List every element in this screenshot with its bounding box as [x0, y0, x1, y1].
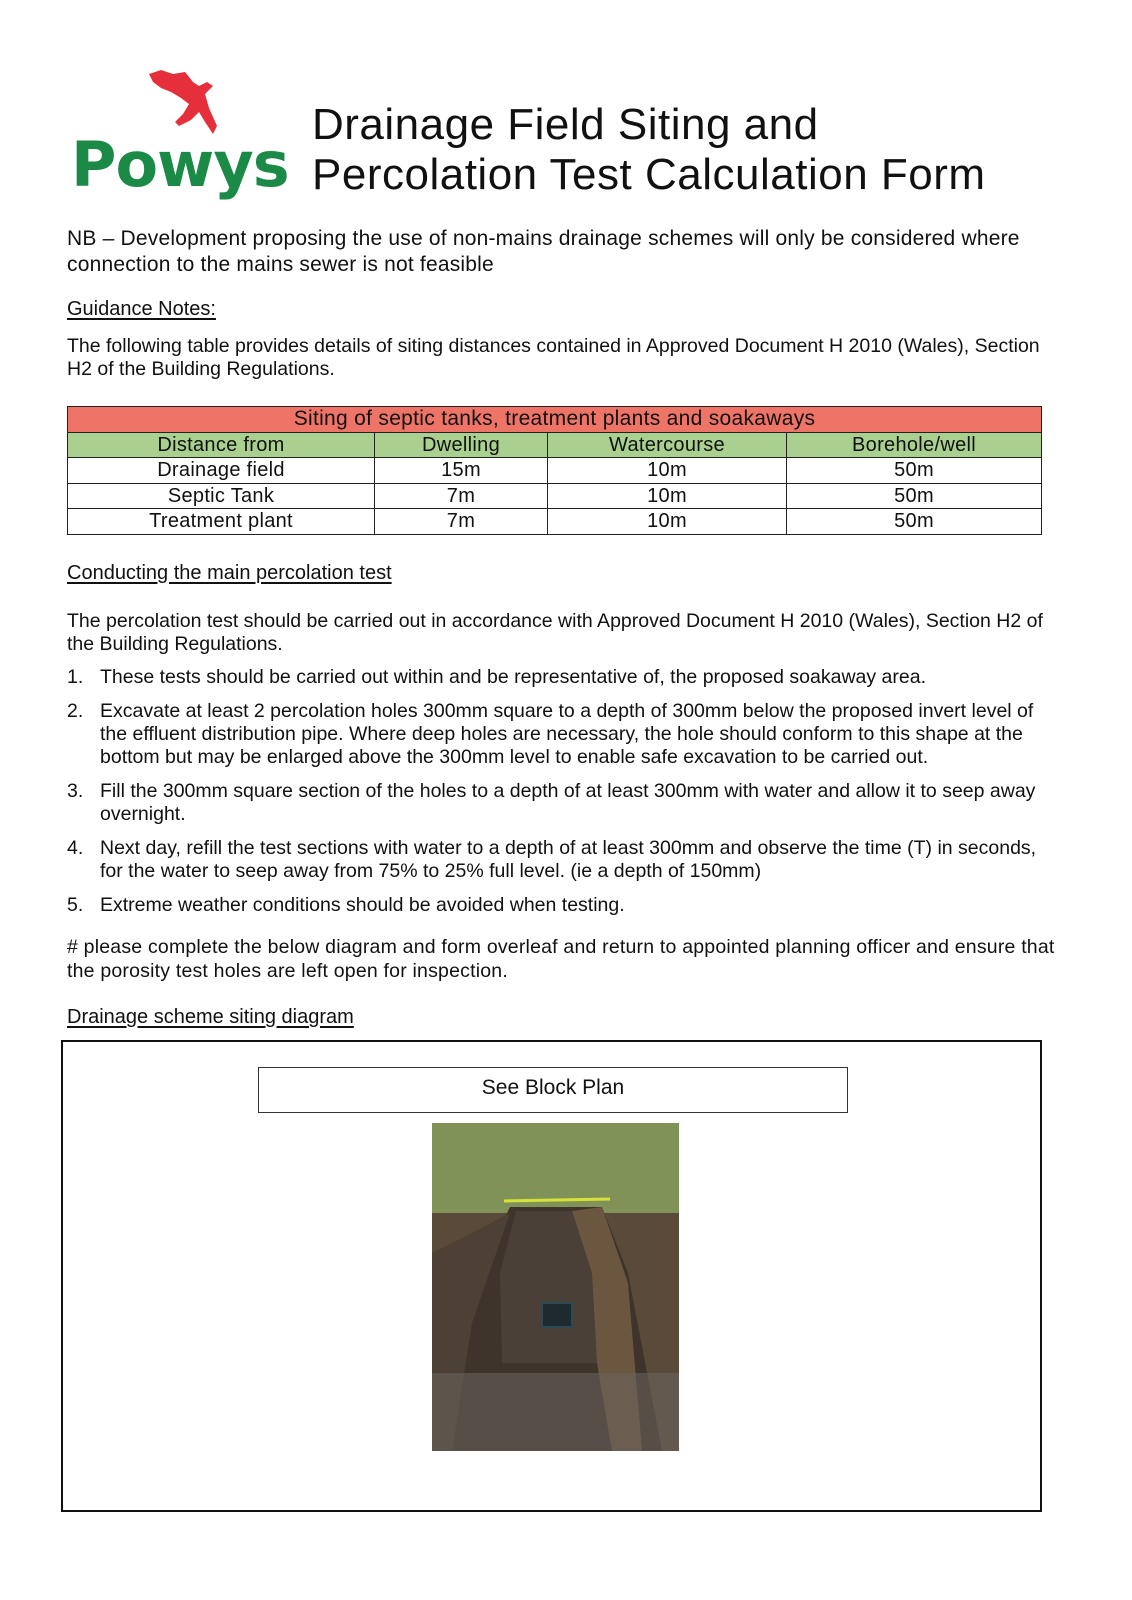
title-line-2: Percolation Test Calculation Form [312, 150, 986, 199]
column-header: Distance from [68, 432, 375, 458]
table-row [68, 483, 1042, 509]
table-cell: 50m [787, 458, 1042, 484]
siting-table [67, 406, 1042, 535]
nb-notice: NB – Development proposing the use of non-mains drainage schemes will only be considered where connection to the mains sewer is not feasible [67, 227, 1020, 276]
guidance-text: The following table provides details of siting distances contained in Approved Document H 2010 (Wales), Section H2 of the Building Regulations. [67, 335, 1040, 380]
guidance-heading: Guidance Notes: [67, 298, 216, 320]
table-title: Siting of septic tanks, treatment plants and soakaways [68, 407, 1042, 433]
block-plan-label: See Block Plan [258, 1067, 848, 1113]
table-cell: 10m [548, 483, 787, 509]
logo-wordmark: Powys [71, 128, 289, 201]
completion-note: # please complete the below diagram and form overleaf and return to appointed planning officer and ensure that the porosity test holes are left open for inspection. [67, 936, 1055, 982]
percolation-steps [67, 666, 1047, 928]
column-header: Borehole/well [787, 432, 1042, 458]
powys-logo [67, 68, 295, 218]
table-cell: 7m [375, 483, 548, 509]
diagram-heading: Drainage scheme siting diagram [67, 1006, 354, 1028]
table-cell: 15m [375, 458, 548, 484]
table-cell: 50m [787, 509, 1042, 535]
percolation-heading: Conducting the main percolation test [67, 562, 392, 584]
list-item: 5. Extreme weather conditions should be avoided when testing. [67, 894, 625, 916]
table-row [68, 458, 1042, 484]
table-row [68, 509, 1042, 535]
table-cell: 10m [548, 509, 787, 535]
list-item: 2. Excavate at least 2 percolation holes 300mm square to a depth of 300mm below the proposed invert level of the effluent distribution pipe. Where deep holes are necessary, the hole should conform to this shape at the bottom but may be enlarged above the 300mm level to enable safe excavation to be carried out. [67, 700, 1034, 768]
list-item: 4. Next day, refill the test sections with water to a depth of at least 300mm and observe the time (T) in seconds, for the water to seep away from 75% to 25% full level. (ie a depth of 150mm) [67, 837, 1037, 882]
table-cell: Septic Tank [68, 483, 375, 509]
list-item: 3. Fill the 300mm square section of the holes to a depth of at least 300mm with water and allow it to seep away overnight. [67, 780, 1036, 825]
page-title [312, 100, 986, 200]
list-item: 1. These tests should be carried out within and be representative of, the proposed soakaway area. [67, 666, 926, 688]
column-header: Watercourse [548, 432, 787, 458]
title-line-1: Drainage Field Siting and [312, 100, 819, 149]
percolation-intro: The percolation test should be carried out in accordance with Approved Document H 2010 (Wales), Section H2 of the Building Regulations. [67, 610, 1043, 655]
table-cell: Treatment plant [68, 509, 375, 535]
table-cell: 10m [548, 458, 787, 484]
siting-diagram-box [61, 1040, 1042, 1512]
column-header: Dwelling [375, 432, 548, 458]
table-cell: Drainage field [68, 458, 375, 484]
table-cell: 50m [787, 483, 1042, 509]
percolation-pit-photo [432, 1123, 679, 1451]
pit-photo-icon [432, 1123, 679, 1451]
table-cell: 7m [375, 509, 548, 535]
